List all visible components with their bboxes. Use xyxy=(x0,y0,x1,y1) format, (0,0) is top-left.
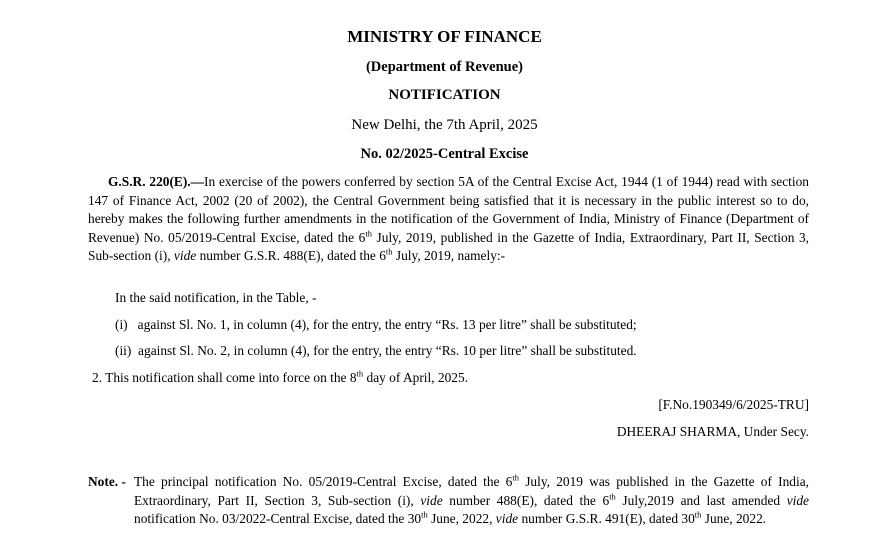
notification-heading: NOTIFICATION xyxy=(388,87,501,103)
place-date: New Delhi, the 7th April, 2025 xyxy=(351,117,538,133)
notification-number: No. 02/2025-Central Excise xyxy=(360,146,529,162)
gsr-label: G.S.R. 220(E).— xyxy=(108,174,205,189)
note-label: Note. - xyxy=(88,474,126,489)
note-section xyxy=(88,473,809,529)
table-intro: In the said notification, in the Table, - xyxy=(115,290,317,305)
signatory: DHEERAJ SHARMA, Under Secy. xyxy=(616,424,809,439)
file-number: [F.No.190349/6/2025-TRU] xyxy=(658,397,809,412)
amendment-item-2: (ii) against Sl. No. 2, in column (4), for the entry, the entry “Rs. 10 per litre” shall be substituted. xyxy=(115,343,637,358)
note-text: The principal notification No. 05/2019-Central Excise, dated the 6th July, 2019 was published in the Gazette of India, Extraordinary, Part II, Section 3, Sub-section (i), vide number 488(E), dated the 6th July,2019 and last amended vide notification No. 03/2022-Central Excise, dated the 30th June, 2022, vide number G.S.R. 491(E), dated 30th June, 2022. xyxy=(134,472,809,526)
commencement-paragraph: 2. This notification shall come into force on the 8th day of April, 2025. xyxy=(92,368,469,385)
amendment-item-1: (i) against Sl. No. 1, in column (4), for the entry, the entry “Rs. 13 per litre” shall be substituted; xyxy=(115,317,637,332)
department-subtitle: (Department of Revenue) xyxy=(365,59,524,75)
main-paragraph: G.S.R. 220(E).—In exercise of the powers conferred by section 5A of the Central Excise Act, 1944 (1 of 1944) read with section 147 of Finance Act, 2002 (20 of 2002), the Central Government being satisfied that it is necessary in the public interest so to do, hereby makes the following further amendments in the notification of the Government of India, Ministry of Finance (Department of Revenue) No. 05/2019-Central Excise, dated the 6th July, 2019, published in the Gazette of India, Extraordinary, Part II, Section 3, Sub-section (i), vide number G.S.R. 488(E), dated the 6th July, 2019, namely:- xyxy=(88,174,810,263)
ministry-title: MINISTRY OF FINANCE xyxy=(347,27,542,46)
